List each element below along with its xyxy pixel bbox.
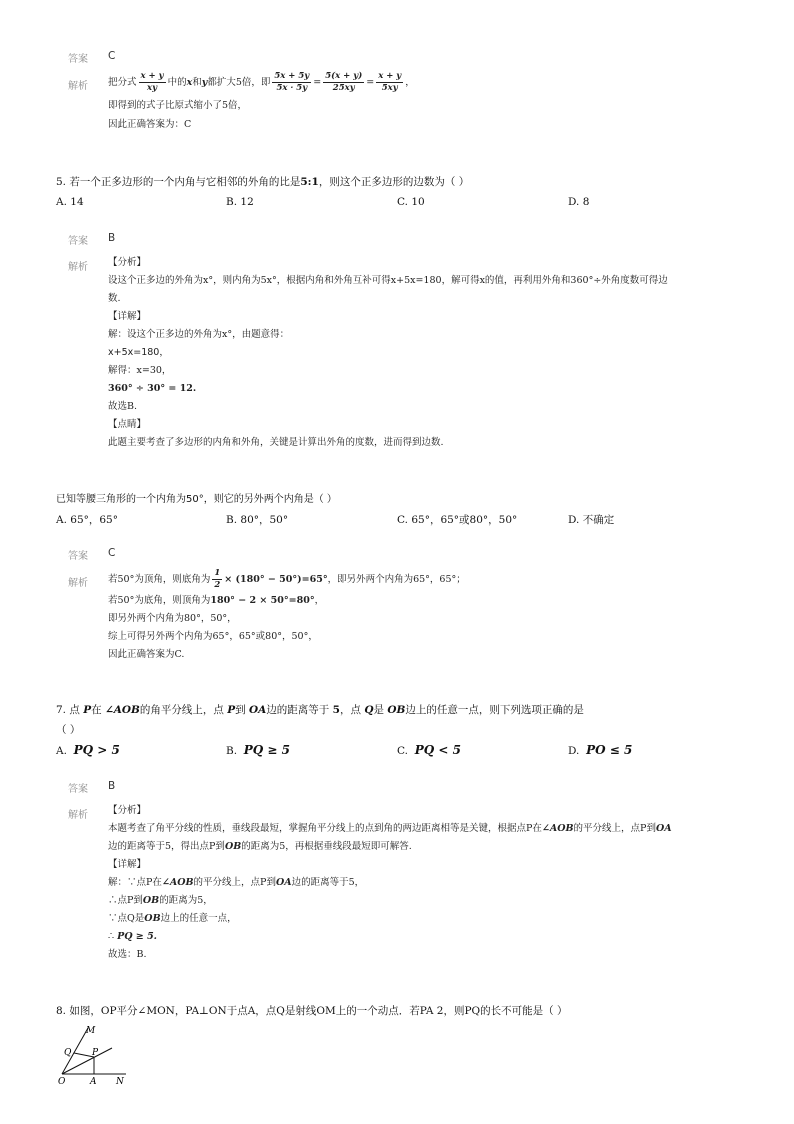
q7-stem — [56, 702, 584, 717]
text-span: 到 — [235, 704, 250, 716]
q5-line2: 数. — [108, 293, 121, 304]
text-span: ∴点P到 — [108, 895, 143, 906]
option-letter: A. — [56, 745, 67, 757]
math-var: x — [186, 76, 193, 88]
q6-line5: 因此正确答案为C. — [108, 649, 185, 660]
math-var: y — [201, 76, 208, 88]
q6-stem: 已知等腰三角形的一个内角为50°，则它的另外两个内角是（ ） — [56, 494, 337, 505]
q7-line1 — [108, 820, 672, 837]
q4-analysis-line1 — [108, 68, 415, 96]
math-num: 5 — [332, 704, 340, 716]
math-expr: PQ < 5 — [414, 743, 461, 757]
math-var: OA — [249, 704, 267, 716]
ratio: 5:1 — [300, 176, 319, 188]
math-var: ∠AOB — [161, 877, 194, 888]
answer-label: 答案 — [68, 784, 88, 795]
q5-option-d[interactable]: D. 8 — [568, 196, 590, 208]
text-span: 和 — [192, 76, 202, 88]
q5-xiangjie: 【详解】 — [108, 311, 147, 322]
fraction — [272, 71, 311, 94]
text-span: 边的距离等于5，得出点P到 — [108, 841, 225, 852]
q7-option-c[interactable] — [397, 743, 461, 757]
label-q: Q — [64, 1048, 72, 1058]
q7-line3 — [108, 874, 364, 891]
q6-line2 — [108, 592, 324, 609]
denominator: xy — [147, 82, 158, 93]
answer-value: C — [108, 50, 116, 62]
numerator: x + y — [140, 70, 164, 81]
analysis-label: 解析 — [68, 81, 88, 92]
q7-line4 — [108, 892, 213, 909]
fraction — [376, 71, 403, 94]
math-var: ∠AOB — [541, 823, 574, 834]
numerator: 5(x + y) — [325, 70, 363, 81]
q5-line8: 此题主要考查了多边形的内角和外角，关键是计算出外角的度数，进而得到边数. — [108, 437, 444, 448]
math-var: OA — [655, 823, 672, 834]
text-span: 边的距离等于 — [266, 704, 333, 716]
segment-pq — [74, 1053, 94, 1057]
math-var: P — [83, 704, 92, 716]
text-span: ∴ — [108, 931, 118, 942]
text-span: 解：∵点P在 — [108, 877, 162, 888]
q5-stem — [56, 174, 469, 189]
q7-line5 — [108, 910, 237, 927]
math-expr: PQ ≥ 5 — [243, 743, 290, 757]
equals-sign: = — [313, 76, 322, 88]
q7-option-b[interactable] — [226, 743, 290, 757]
numerator: 1 — [214, 567, 221, 578]
q6-line3: 即另外两个内角为80°，50°， — [108, 613, 237, 624]
text-span: 边上的任意一点， — [160, 913, 237, 924]
text-span: 本题考查了角平分线的性质，垂线段最短，掌握角平分线上的点到角的两边距离相等是关键，根据点P在 — [108, 823, 542, 834]
text-span: 的角平分线上，点 — [139, 704, 228, 716]
q7-fenxi: 【分析】 — [108, 805, 147, 816]
text-span: 中的 — [167, 76, 187, 88]
math-var: P — [227, 704, 236, 716]
text-span: 是 — [373, 704, 388, 716]
denominator: 2 — [214, 579, 221, 590]
text-span: ， — [314, 595, 325, 606]
q6-option-a[interactable]: A. 65°，65° — [56, 514, 118, 526]
q7-option-d[interactable] — [568, 743, 632, 757]
label-a: A — [90, 1077, 97, 1086]
math-var: OB — [144, 913, 161, 924]
text-span: 的距离为5，再根据垂线段最短即可解答. — [241, 841, 412, 852]
q5-option-c[interactable]: C. 10 — [397, 196, 425, 208]
q5-fenxi: 【分析】 — [108, 257, 147, 268]
q7-option-a[interactable] — [56, 743, 120, 757]
math-var: OA — [275, 877, 292, 888]
q7-line7: 故选：B. — [108, 949, 147, 960]
fraction — [139, 71, 166, 94]
text-span: 把分式 — [108, 76, 137, 88]
analysis-label: 解析 — [68, 578, 88, 589]
math-var: OB — [224, 841, 242, 852]
text-span: 边的距离等于5， — [291, 877, 365, 888]
q6-line1 — [108, 566, 466, 592]
math-expr: 180° − 2 × 50°=80° — [210, 595, 315, 606]
q8-stem: 8. 如图，OP平分∠MON，PA⊥ON于点A，点Q是射线OM上的一个动点．若PA 2，则PQ的长不可能是（ ） — [56, 1005, 568, 1017]
q8-figure — [50, 1022, 140, 1086]
math-expr: PQ > 5 — [73, 743, 120, 757]
q5-line7: 故选B. — [108, 401, 138, 412]
math-var: ∠AOB — [104, 704, 140, 716]
q5-line6: 360° ÷ 30° = 12. — [108, 383, 197, 394]
math-expr: × (180° − 50°)=65° — [224, 573, 328, 585]
q5-line1: 设这个正多边的外角为x°，则内角为5x°，根据内角和外角互补可得x+5x=180，解可得x的值，再利用外角和360°÷外角度数可得边 — [108, 275, 668, 286]
label-p: P — [92, 1048, 99, 1058]
text-span: 7. 点 — [56, 704, 84, 716]
q5-dianjing: 【点睛】 — [108, 419, 147, 430]
q4-analysis-line2: 即得到的式子比原式缩小了5倍， — [108, 100, 248, 111]
text-span: 的平分线上，点P到 — [573, 823, 656, 834]
answer-label: 答案 — [68, 54, 88, 65]
q5-option-b[interactable]: B. 12 — [226, 196, 254, 208]
answer-value: B — [108, 780, 116, 792]
text-span: ，则这个正多边形的边数为（ ） — [318, 176, 470, 188]
text-span: 都扩大5倍，即 — [207, 76, 271, 88]
denominator: 25xy — [332, 82, 355, 93]
text-span: ，点 — [339, 704, 365, 716]
answer-value: B — [108, 232, 116, 244]
option-letter: C. — [397, 745, 408, 757]
text-span: 若50°为顶角，则底角为 — [108, 573, 211, 585]
q6-option-c[interactable]: C. 65°，65°或80°，50° — [397, 514, 518, 526]
equals-sign: = — [366, 76, 375, 88]
q6-line4: 综上可得另外两个内角为65°，65°或80°，50°， — [108, 631, 318, 642]
q6-option-b[interactable]: B. 80°，50° — [226, 514, 289, 526]
math-var: OB — [387, 704, 406, 716]
text-span: 若50°为底角，则顶角为 — [108, 595, 211, 606]
label-o: O — [58, 1077, 66, 1086]
fraction — [212, 568, 222, 591]
text-span: 的距离为5， — [159, 895, 213, 906]
analysis-label: 解析 — [68, 262, 88, 273]
text-span: 5. 若一个正多边形的一个内角与它相邻的外角的比是 — [56, 176, 301, 188]
q7-line2 — [108, 838, 412, 855]
label-m: M — [86, 1026, 96, 1036]
answer-label: 答案 — [68, 551, 88, 562]
text-span: 在 — [91, 704, 105, 716]
q5-line5: 解得：x=30， — [108, 365, 172, 376]
text-span: ∵点Q是 — [108, 913, 145, 924]
q5-option-a[interactable]: A. 14 — [56, 196, 84, 208]
text-span: 的平分线上，点P到 — [193, 877, 276, 888]
math-var: OB — [142, 895, 160, 906]
numerator: 5x + 5y — [274, 70, 310, 81]
text-span: ，即另外两个内角为65°，65°； — [327, 573, 466, 585]
math-expr: PQ ≥ 5. — [117, 931, 157, 942]
label-n: N — [116, 1077, 124, 1086]
q5-line4: x+5x=180， — [108, 347, 169, 358]
math-var: Q — [364, 704, 374, 716]
q7-xiangjie: 【详解】 — [108, 859, 147, 870]
denominator: 5xy — [381, 82, 398, 93]
answer-value: C — [108, 547, 116, 559]
denominator: 5x · 5y — [276, 82, 308, 93]
q6-option-d[interactable]: D. 不确定 — [568, 514, 615, 526]
numerator: x + y — [378, 70, 402, 81]
math-expr: PO ≤ 5 — [586, 743, 633, 757]
option-letter: D. — [568, 745, 580, 757]
q5-line3: 解：设这个正多边的外角为x°，由题意得： — [108, 329, 290, 340]
q7-stem-line2: （ ） — [56, 724, 81, 736]
option-letter: B. — [226, 745, 238, 757]
fraction — [323, 71, 364, 94]
text-span: 边上的任意一点，则下列选项正确的是 — [405, 704, 584, 716]
q7-line6 — [108, 928, 157, 945]
analysis-label: 解析 — [68, 810, 88, 821]
answer-label: 答案 — [68, 236, 88, 247]
q4-analysis-line3: 因此正确答案为：C — [108, 119, 192, 130]
text-span: ， — [405, 76, 415, 88]
